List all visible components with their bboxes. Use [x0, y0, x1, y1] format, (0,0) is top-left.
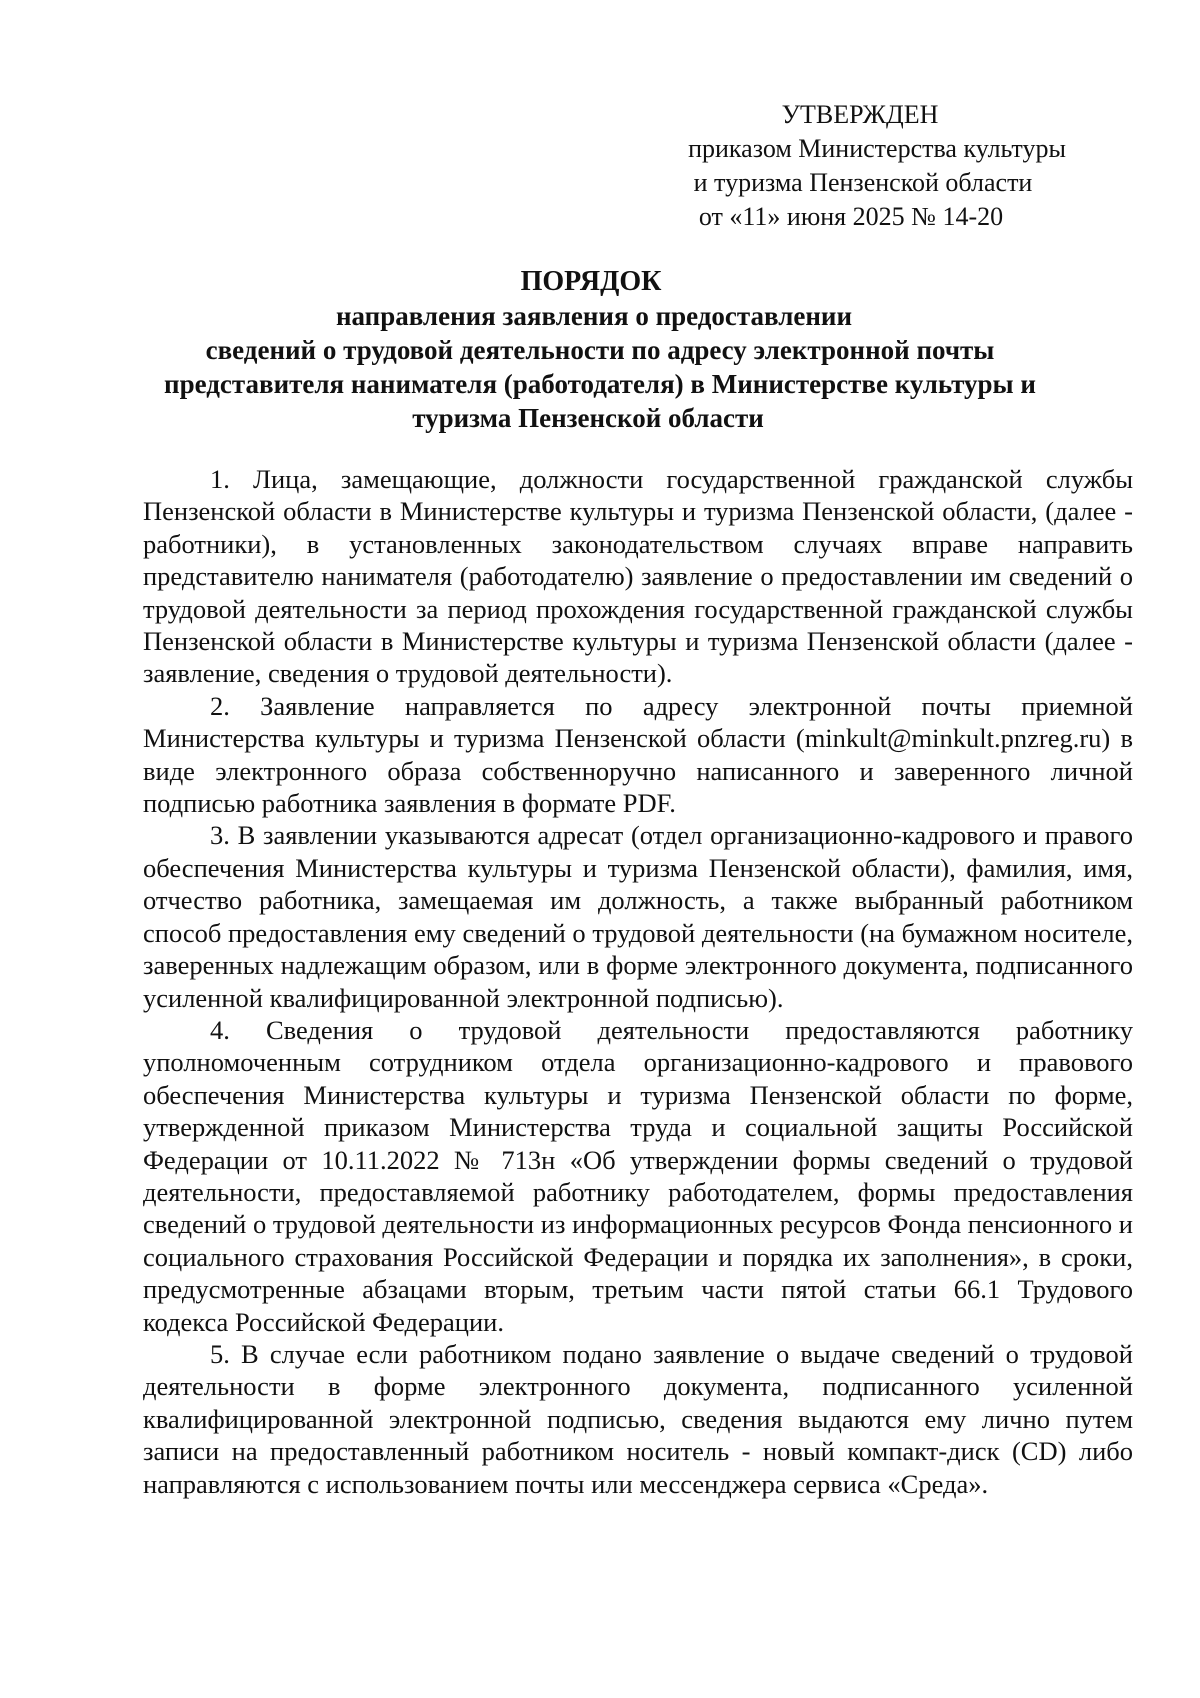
document-subtitle-line: сведений о трудовой деятельности по адресу электронной почты: [205, 335, 995, 365]
paragraph-2: 2. Заявление направляется по адресу электронной почты приемной Министерства культуры и туризма Пензенской области (minkult@minkult.pnzreg.ru) в виде электронного образа собственноручно написанного и заверенного личной подписью работника заявления в формате PDF.: [143, 690, 1133, 819]
document-body: [143, 463, 1133, 1500]
approval-ministry-line: и туризма Пензенской области: [693, 168, 1033, 197]
approval-date-line: от «11» июня 2025 № 14-20: [698, 202, 1004, 231]
paragraph-1: 1. Лица, замещающие, должности государственной гражданской службы Пензенской области в Министерстве культуры и туризма Пензенской области, (далее - работники), в установленных законодательством случаях вправе направить представителю нанимателя (работодателю) заявление о предоставлении им сведений о трудовой деятельности за период прохождения государственной гражданской службы Пензенской области в Министерстве культуры и туризма Пензенской области (далее - заявление, сведения о трудовой деятельности).: [143, 464, 1133, 689]
paragraph-4: 4. Сведения о трудовой деятельности предоставляются работнику уполномоченным сотрудником отдела организационно-кадрового и правового обеспечения Министерства культуры и туризма Пензенской области по форме, утвержденной приказом Министерства труда и социальной защиты Российской Федерации от 10.11.2022 № 713н «Об утверждении формы сведений о трудовой деятельности, предоставляемой работнику работодателем, формы предоставления сведений о трудовой деятельности из информационных ресурсов Фонда пенсионного и социального страхования Российской Федерации и порядка их заполнения», в сроки, предусмотренные абзацами вторым, третьим части пятой статьи 66.1 Трудового кодекса Российской Федерации.: [143, 1014, 1133, 1337]
approval-order-line: приказом Министерства культуры: [688, 134, 1066, 163]
document-title-block: [0, 265, 1200, 435]
document-subtitle-line: направления заявления о предоставлении: [335, 301, 853, 331]
approval-heading: УТВЕРЖДЕН: [781, 100, 939, 129]
paragraph-3: 3. В заявлении указываются адресат (отдел организационно-кадрового и правого обеспечения Министерства культуры и туризма Пензенской области), фамилия, имя, отчество работника, замещаемая им должность, а также выбранный работником способ предоставления ему сведений о трудовой деятельности (на бумажном носителе, заверенных надлежащим образом, или в форме электронного документа, подписанного усиленной квалифицированной электронной подписью).: [143, 820, 1133, 1013]
paragraph-5: 5. В случае если работником подано заявление о выдаче сведений о трудовой деятельности в форме электронного документа, подписанного усиленной квалифицированной электронной подписью, сведения выдаются ему лично путем записи на предоставленный работником носитель - новый компакт-диск (CD) либо направляются с использованием почты или мессенджера сервиса «Среда».: [143, 1338, 1133, 1499]
approval-block: [620, 98, 1120, 234]
document-title: ПОРЯДОК: [520, 266, 662, 297]
document-subtitle-line: представителя нанимателя (работодателя) в Министерстве культуры и: [164, 369, 1036, 399]
document-subtitle-line: туризма Пензенской области: [412, 403, 764, 433]
